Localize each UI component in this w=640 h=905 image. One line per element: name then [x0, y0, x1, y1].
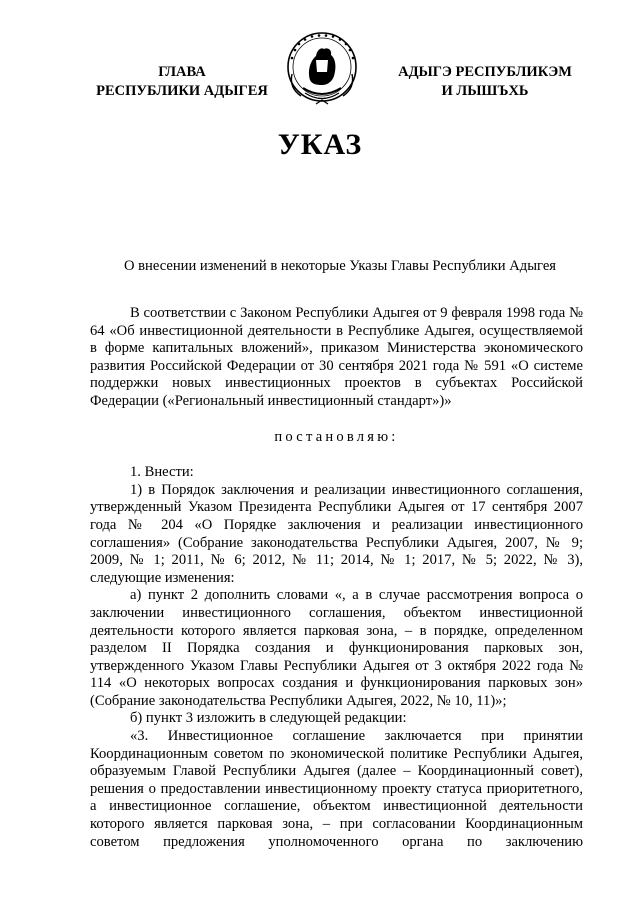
document-subject: О внесении изменений в некоторые Указы Главы Республики Адыгея [123, 258, 557, 274]
item-3-quote: «3. Инвестиционное соглашение заключается при принятии Координационным советом по экономической политике Республики Адыгея, образуемым Главой Республики Адыгея (далее – Координационный совет), решения о предоставлении инвестиционному проекту статуса приоритетного, а инвестиционное соглашение, объектом инвестиционной деятельности которого является парковая зона, – при согласовании Координационным советом предложения уполномоченного органа по заключению [90, 728, 583, 850]
document-title: УКАЗ [277, 128, 363, 161]
decree-word: постановляю: [274, 428, 399, 445]
item-1-1: 1) в Порядок заключения и реализации инвестиционного соглашения, утвержденный Указом Президента Республики Адыгея от 17 сентября 2007 года № 204 «О Порядке заключения и реализации инвестиционного соглашения» (Собрание законодательства Республики Адыгея, 2007, № 9; 2009, № 1; 2011, № 6; 2012, № 11; 2014, № 1; 2017, № 5; 2022, № 3), следующие изменения: [90, 481, 583, 586]
header-left [62, 63, 302, 101]
header-left-line1: ГЛАВА [158, 64, 206, 80]
header-right [370, 63, 600, 101]
item-b: б) пункт 3 изложить в следующей редакции: [130, 710, 407, 727]
header-right-line1: АДЫГЭ РЕСПУБЛИКЭМ [398, 64, 572, 80]
item-1: 1. Внести: [130, 464, 194, 481]
preamble-paragraph: В соответствии с Законом Республики Адыгея от 9 февраля 1998 года № 64 «Об инвестиционной деятельности в Республике Адыгея, осуществляемой в форме капитальных вложений», приказом Министерства экономического развития Российской Федерации от 30 сентября 2021 года № 591 «О системе поддержки новых инвестиционных проектов в субъектах Российской Федерации («Региональный инвестиционный стандарт»)» [90, 305, 583, 409]
document-body [90, 305, 583, 851]
item-a: а) пункт 2 дополнить словами «, а в случае рассмотрения вопроса о заключении инвестиционного соглашения, объектом инвестиционной деятельности которого является парковая зона, – в порядке, определенном разделом II Порядка создания и функционирования парковых зон, утвержденного Указом Главы Республики Адыгея от 3 октября 2022 года № 114 «О некоторых вопросах создания и функционирования парковых зон» (Собрание законодательства Республики Адыгея, 2022, № 10, 11)»; [90, 587, 583, 709]
coat-of-arms-emblem-icon [283, 30, 361, 110]
header-left-line2: РЕСПУБЛИКИ АДЫГЕЯ [96, 83, 268, 99]
header-right-line2: И ЛЫШЪХЬ [441, 83, 529, 99]
